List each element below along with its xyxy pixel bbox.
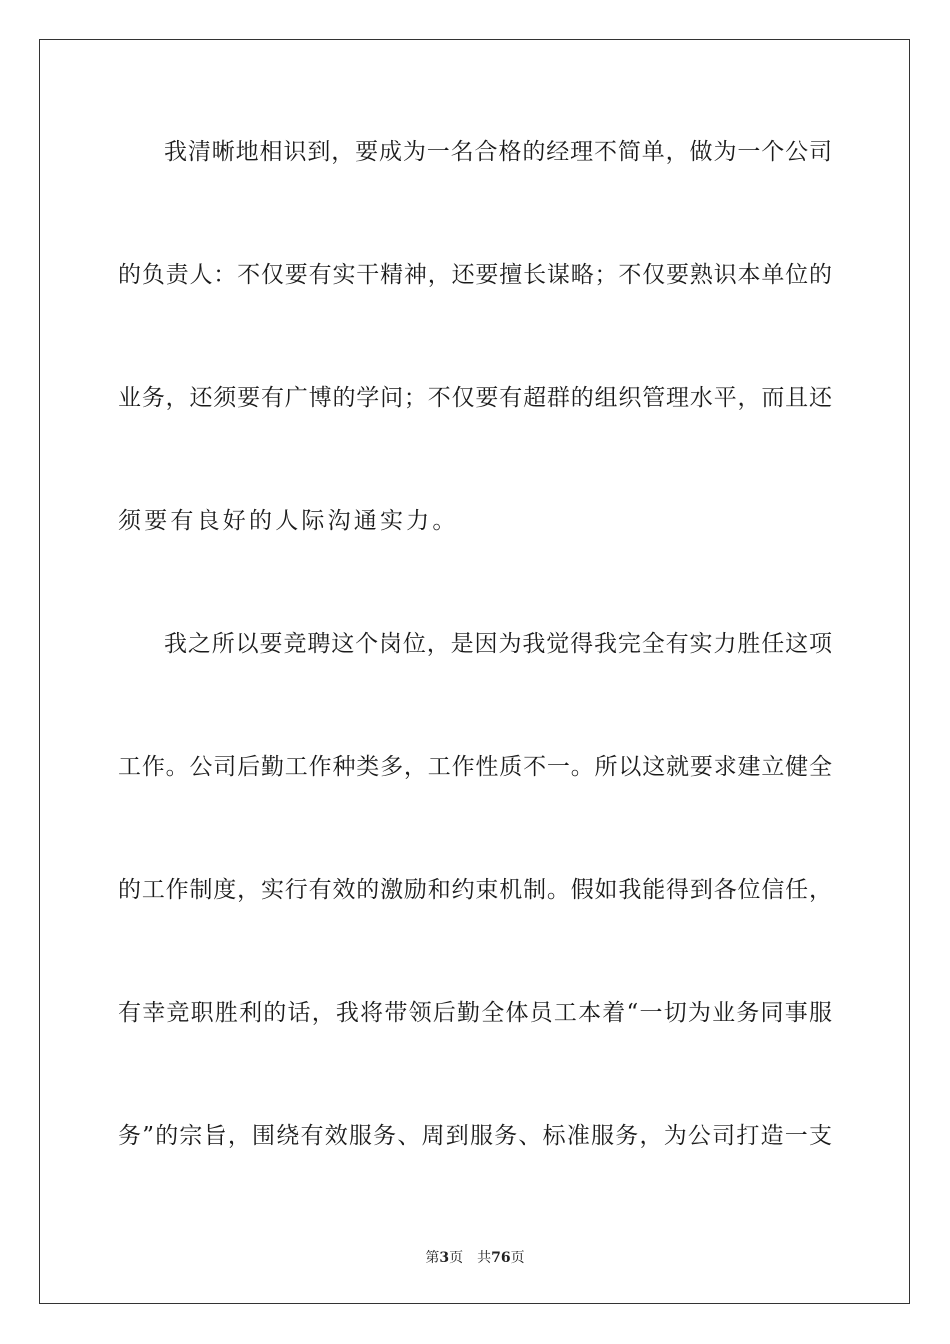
total-suffix: 页	[510, 1250, 525, 1266]
page-border	[39, 39, 910, 1304]
paragraph-1-line-3: 业务，还须要有广博的学问；不仅要有超群的组织管理水平，而且还	[118, 385, 832, 411]
paragraph-2-line-1: 我之所以要竞聘这个岗位，是因为我觉得我完全有实力胜任这项	[164, 631, 832, 657]
page-suffix: 页	[449, 1250, 464, 1266]
page-prefix: 第	[425, 1250, 440, 1266]
paragraph-2-line-3: 的工作制度，实行有效的激励和约束机制。假如我能得到各位信任，	[118, 877, 832, 903]
page-number: 3	[439, 1250, 450, 1266]
page-footer	[0, 1247, 950, 1267]
paragraph-1-line-2: 的负责人：不仅要有实干精神，还要擅长谋略；不仅要熟识本单位的	[118, 262, 832, 288]
paragraph-1-line-1: 我清晰地相识到，要成为一名合格的经理不简单，做为一个公司	[164, 139, 832, 165]
paragraph-1-line-4: 须要有良好的人际沟通实力。	[118, 508, 459, 534]
total-pages: 76	[491, 1250, 511, 1266]
paragraph-2-line-2: 工作。公司后勤工作种类多，工作性质不一。所以这就要求建立健全	[118, 754, 832, 780]
paragraph-2-line-5: 务”的宗旨，围绕有效服务、周到服务、标准服务，为公司打造一支	[118, 1123, 832, 1149]
total-prefix: 共	[477, 1250, 492, 1266]
paragraph-2-line-4: 有幸竞职胜利的话，我将带领后勤全体员工本着“一切为业务同事服	[118, 1000, 832, 1026]
